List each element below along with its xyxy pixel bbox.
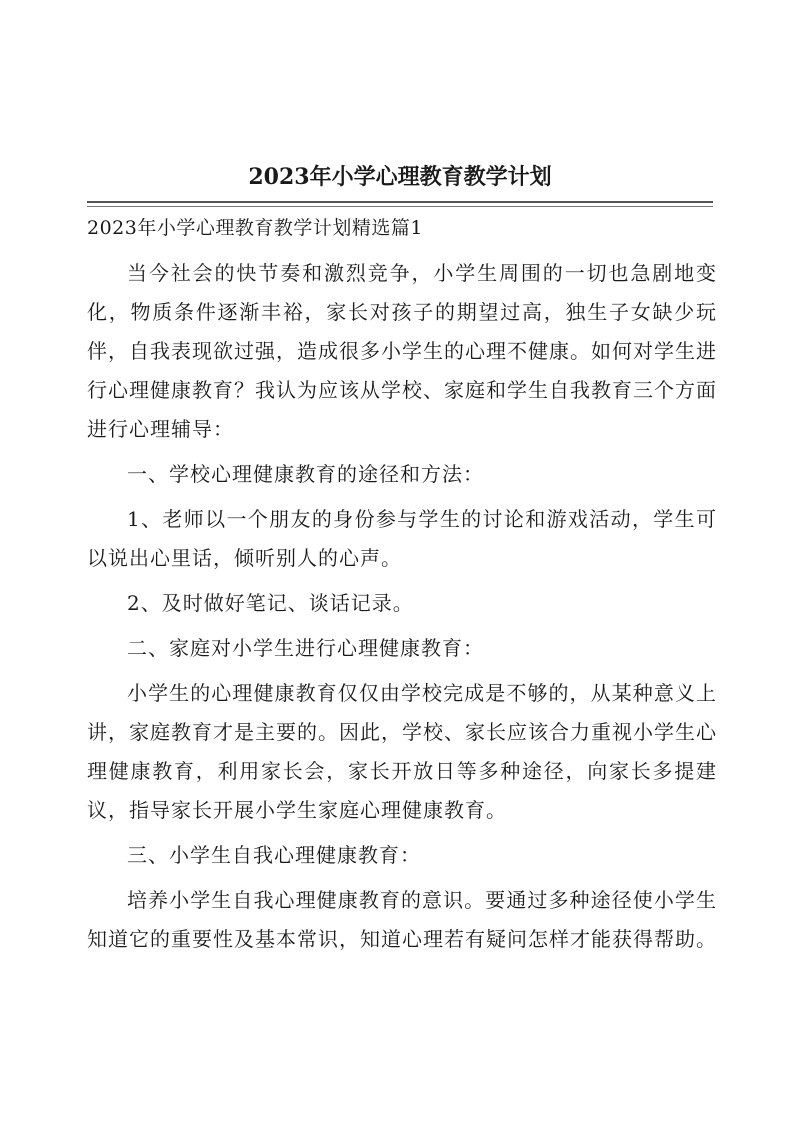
document-title: 2023年小学心理教育教学计划 [248,164,552,190]
paragraph-family-heading: 二、家庭对小学生进行心理健康教育： [127,636,484,660]
section-heading: 2023年小学心理教育教学计划精选篇1 [87,217,423,239]
paragraph-self-body: 培养小学生自我心理健康教育的意识。要通过多种途径使小学生知道它的重要性及基本常识，知道心理若有疑问怎样才能获得帮助。 [87,888,717,951]
paragraph-school-heading: 一、学校心理健康教育的途径和方法： [127,462,484,486]
paragraph-self-heading: 三、小学生自我心理健康教育： [127,843,421,867]
title-divider-thin [87,206,713,207]
title-divider-thick [87,201,713,203]
document-body [87,213,717,959]
paragraph-school-item-1: 1、老师以一个朋友的身份参与学生的讨论和游戏活动，学生可以说出心里话，倾听别人的心声。 [87,507,717,570]
paragraph-family-body: 小学生的心理健康教育仅仅由学校完成是不够的，从某种意义上讲，家庭教育才是主要的。因此，学校、家长应该合力重视小学生心理健康教育，利用家长会，家长开放日等多种途径，向家长多提建议，指导家长开展小学生家庭心理健康教育。 [87,681,717,822]
paragraph-school-item-2: 2、及时做好笔记、谈话记录。 [127,591,414,615]
paragraph-intro: 当今社会的快节奏和激烈竞争，小学生周围的一切也急剧地变化，物质条件逐渐丰裕，家长对孩子的期望过高，独生子女缺少玩伴，自我表现欲过强，造成很多小学生的心理不健康。如何对学生进行心理健康教育？我认为应该从学校、家庭和学生自我教育三个方面进行心理辅导： [87,261,717,441]
